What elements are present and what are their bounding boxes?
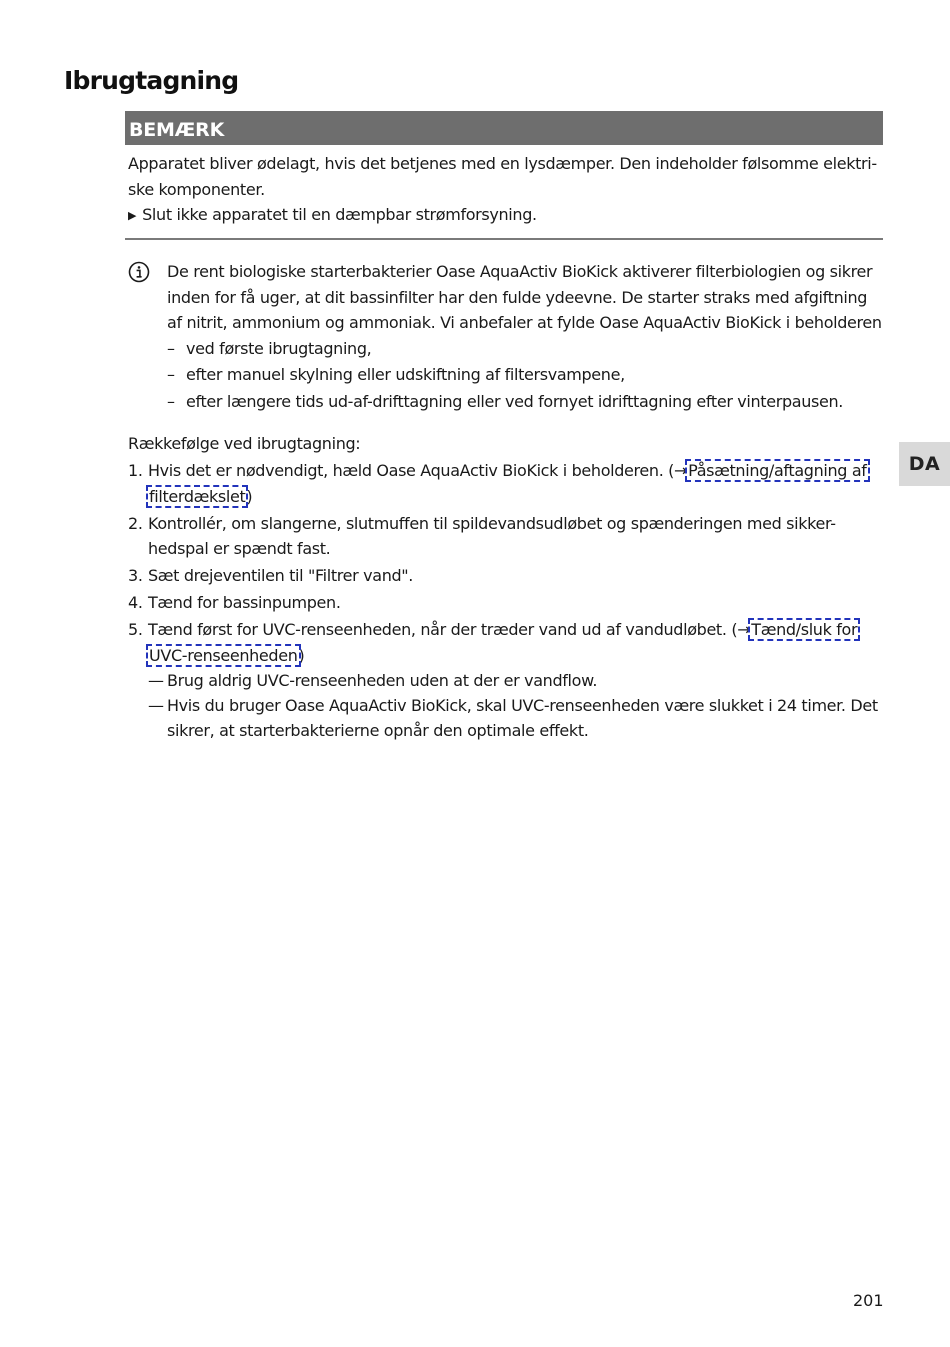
step-text: Sæt drejeventilen til "Filtrer vand".	[148, 566, 414, 585]
step-text: hedspal er spændt fast.	[148, 539, 331, 558]
info-text-line: inden for få uger, at dit bassinfilter har den fulde ydeevne. De starter straks med afgiftning	[167, 287, 868, 307]
list-item	[148, 693, 888, 743]
list-item-text: efter manuel skylning eller udskiftning af filtersvampene,	[186, 365, 625, 384]
step-item	[128, 617, 888, 743]
notice-action	[128, 202, 883, 230]
info-list	[167, 336, 888, 416]
step-number: 5.	[128, 620, 143, 639]
notice-body	[125, 151, 883, 230]
info-text-line: De rent biologiske starterbakterier Oase AquaActiv BioKick aktiverer filterbiologien og sikrer	[167, 262, 873, 281]
step-item	[128, 458, 888, 509]
notice-box	[125, 111, 883, 240]
list-item-text: efter længere tids ud-af-drifttagning eller ved fornyet idrifttagning efter vinterpausen.	[186, 391, 844, 411]
dash-bullet: —	[148, 696, 164, 715]
list-item	[167, 389, 888, 416]
steps-title: Rækkefølge ved ibrugtagning:	[128, 434, 361, 453]
page-number: 201	[853, 1291, 884, 1310]
steps-list	[128, 458, 888, 745]
step-sub-list	[148, 668, 888, 743]
link-uvc-toggle-cont[interactable]: UVC-renseenheden	[149, 645, 298, 665]
list-item-text: Brug aldrig UVC-renseenheden uden at der er vandflow.	[167, 671, 598, 690]
list-item-text: ved første ibrugtagning,	[186, 338, 372, 358]
step-text: Tænd først for UVC-renseenheden, når der træder vand ud af vandudløbet. (→	[148, 620, 751, 639]
step-text: Tænd for bassinpumpen.	[148, 593, 341, 612]
step-text: Hvis det er nødvendigt, hæld Oase AquaActiv BioKick i beholderen. (→	[148, 461, 688, 480]
list-item-text: Hvis du bruger Oase AquaActiv BioKick, skal UVC-renseenheden være slukket i 24 timer. Det	[167, 696, 878, 715]
dash-bullet: —	[148, 671, 164, 690]
info-circle-icon	[128, 261, 150, 283]
triangle-bullet-icon: ▶	[128, 209, 137, 222]
page-title: Ibrugtagning	[64, 66, 239, 95]
info-text-line: af nitrit, ammonium og ammoniak. Vi anbefaler at fylde Oase AquaActiv BioKick i beholderen	[167, 313, 882, 332]
link-filter-cover[interactable]: Påsætning/aftagning af	[688, 461, 867, 480]
step-item	[128, 511, 888, 562]
list-item	[148, 668, 888, 693]
link-filter-cover-cont[interactable]: filterdækslet	[149, 486, 246, 506]
step-item	[128, 590, 888, 616]
notice-action-text: Slut ikke apparatet til en dæmpbar strømforsyning.	[142, 205, 537, 224]
notice-text-line: ske komponenter.	[128, 179, 265, 199]
step-number: 1.	[128, 461, 143, 480]
list-item	[167, 362, 888, 389]
list-item-text: sikrer, at starterbakterierne opnår den optimale effekt.	[167, 721, 589, 740]
step-text: Kontrollér, om slangerne, slutmuffen til spildevandsudløbet og spænderingen med sikker-	[148, 513, 836, 533]
info-block	[128, 259, 888, 415]
step-text: )	[298, 645, 305, 665]
list-item	[167, 336, 888, 363]
notice-label: BEMÆRK	[125, 111, 883, 145]
dash-bullet: –	[167, 391, 175, 411]
step-item	[128, 563, 888, 589]
notice-text-line: Apparatet bliver ødelagt, hvis det betjenes med en lysdæmper. Den indeholder følsomme elektri-	[128, 154, 877, 173]
step-text: )	[246, 486, 253, 506]
step-number: 3.	[128, 566, 143, 585]
language-tab: DA	[899, 442, 950, 486]
dash-bullet: –	[167, 338, 175, 358]
step-number: 2.	[128, 513, 143, 533]
step-number: 4.	[128, 593, 143, 612]
link-uvc-toggle[interactable]: Tænd/sluk for	[751, 620, 858, 639]
dash-bullet: –	[167, 365, 175, 384]
